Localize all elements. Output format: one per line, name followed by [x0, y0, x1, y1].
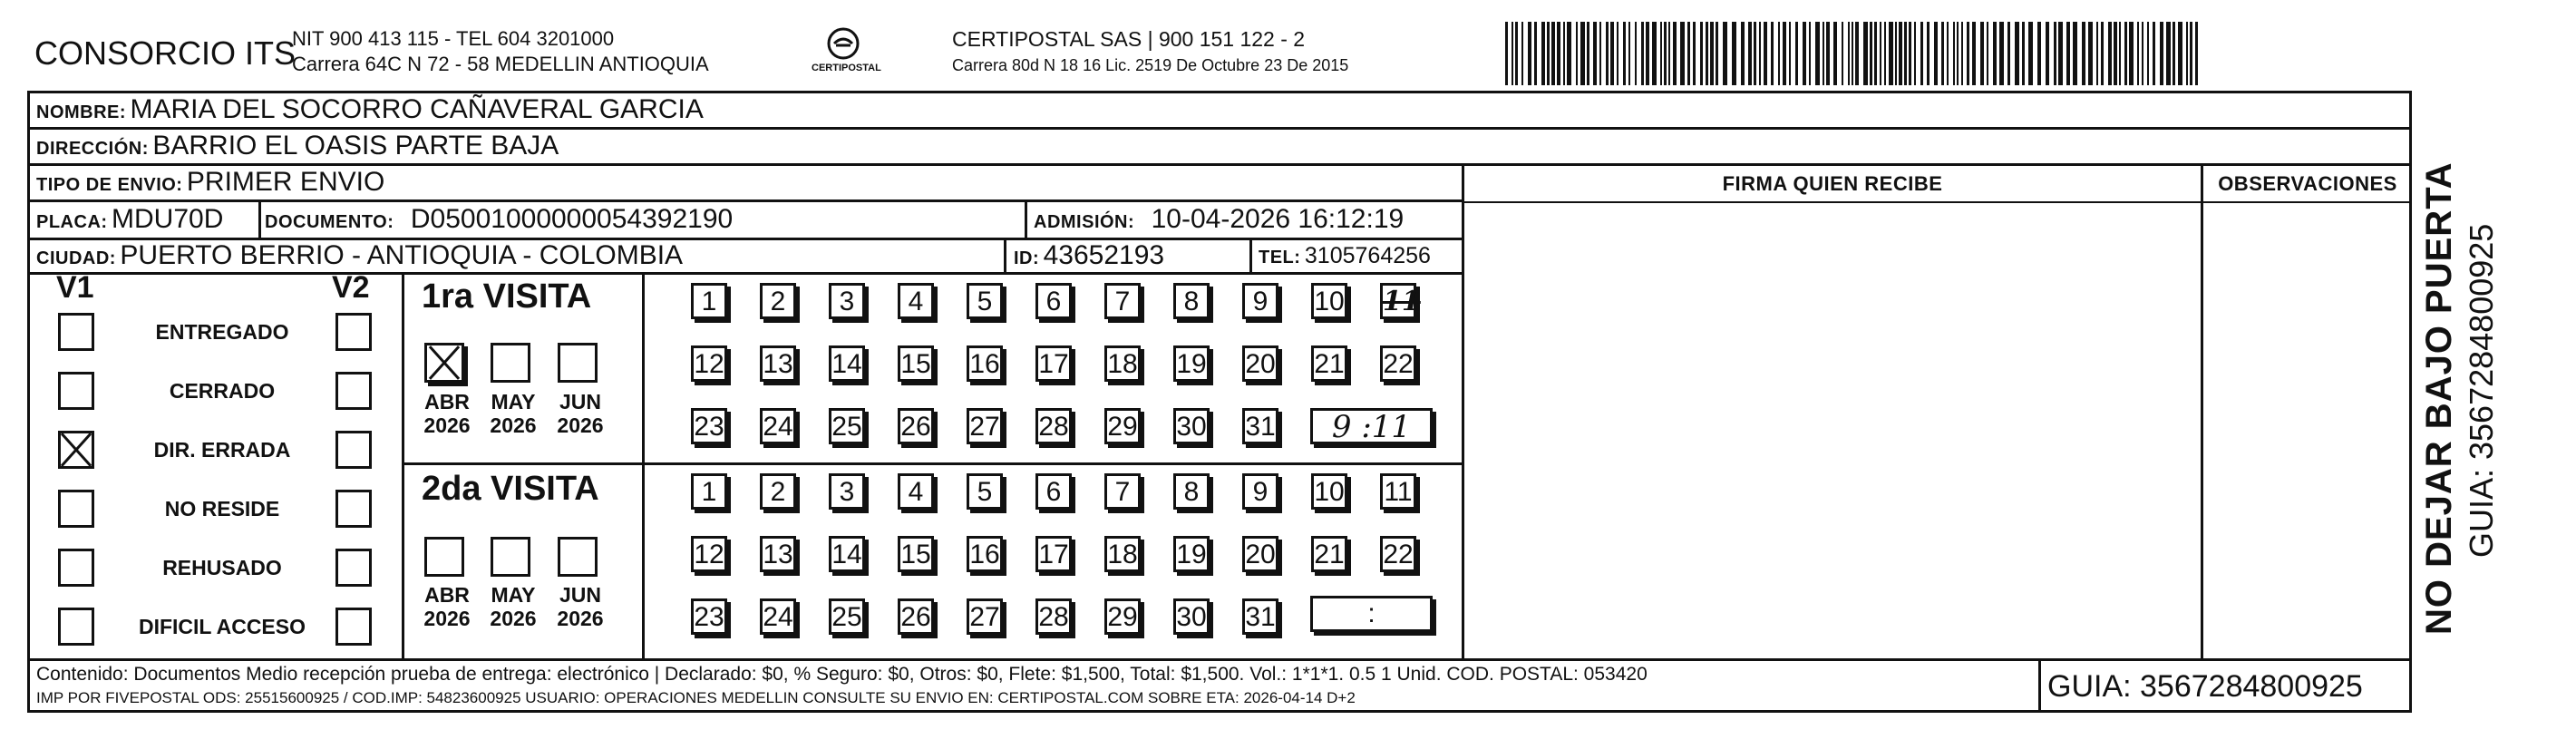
month-year: 2026 — [490, 413, 537, 437]
barcode-bar — [1874, 22, 1877, 85]
first-visit-day-box[interactable]: 1 — [691, 283, 727, 319]
barcode-bar — [1680, 22, 1685, 85]
barcode-bar — [1557, 22, 1560, 85]
barcode-bar — [2088, 22, 2093, 85]
barcode-bar — [1803, 22, 1806, 85]
barcode-bar — [1880, 22, 1881, 85]
second-visit-day-box[interactable]: 19 — [1173, 536, 1210, 572]
barcode-bar — [2147, 22, 2149, 85]
barcode-bar — [1567, 22, 1571, 85]
month-year: 2026 — [557, 413, 604, 437]
second-visit-day-box[interactable]: 29 — [1104, 598, 1141, 635]
barcode-bar — [2178, 22, 2182, 85]
barcode-bar — [2066, 22, 2070, 85]
barcode-bar — [1920, 22, 1923, 85]
first-visit-day-box[interactable]: 29 — [1104, 408, 1141, 444]
barcode-bar — [1505, 22, 1508, 85]
visit-reason-label: DIR. ERRADA — [153, 438, 291, 462]
first-visit-month-checkbox[interactable] — [424, 343, 464, 383]
second-visit-day-box[interactable]: 5 — [967, 473, 1003, 510]
second-visit-day-box[interactable]: 6 — [1035, 473, 1072, 510]
barcode-bar — [2186, 22, 2188, 85]
second-visit-month-label — [420, 583, 474, 630]
first-visit-day-box[interactable]: 10 — [1311, 283, 1347, 319]
barcode-bar — [1967, 22, 1969, 85]
barcode-bar — [1515, 22, 1518, 85]
courier-license: Carrera 80d N 18 16 Lic. 2519 De Octubre 23 De 2015 — [952, 56, 1349, 74]
barcode-bar — [1687, 22, 1690, 85]
barcode-bar — [1826, 22, 1830, 85]
company-address: Carrera 64C N 72 - 58 MEDELLIN ANTIOQUIA — [292, 53, 709, 75]
barcode-bar — [1673, 22, 1677, 85]
barcode-bar — [2007, 22, 2010, 85]
second-visit-title: 2da VISITA — [422, 470, 599, 508]
first-visit-day-box[interactable]: 3 — [829, 283, 865, 319]
admision-label: ADMISIÓN: — [1034, 212, 1135, 232]
barcode-bar — [2073, 22, 2077, 85]
first-visit-month-label — [486, 390, 540, 437]
barcode-bar — [2114, 22, 2117, 85]
v2-checkbox[interactable] — [335, 431, 372, 469]
v1-checkbox[interactable] — [58, 490, 94, 528]
month-year: 2026 — [490, 607, 537, 630]
barcode-bar — [2160, 22, 2163, 85]
placa-label: PLACA: — [36, 212, 108, 232]
first-visit-day-box[interactable]: 14 — [829, 345, 865, 382]
contenido-line: Contenido: Documentos Medio recepción prueba de entrega: electrónico | Declarado: $0, % Seguro: $0, Otros: $0, Flete: $1,500, Total: $1,500. Vol.: 1*1*1. 0.5 1 Unid. COD. POSTAL: 053420 — [36, 664, 1648, 685]
barcode-bar — [1848, 22, 1850, 85]
barcode-bar — [1980, 22, 1984, 85]
barcode-bar — [1635, 22, 1637, 85]
direccion-label: DIRECCIÓN: — [36, 139, 149, 159]
barcode-bar — [1759, 22, 1761, 85]
barcode-bar — [1870, 22, 1872, 85]
barcode-bar — [2022, 22, 2025, 85]
second-visit-day-box[interactable]: 31 — [1242, 598, 1278, 635]
tel-value: 3105764256 — [1304, 243, 1431, 268]
barcode-bar — [1833, 22, 1837, 85]
v1-checkbox[interactable] — [58, 431, 94, 469]
second-visit-day-box[interactable]: 20 — [1242, 536, 1278, 572]
certipostal-logo — [812, 25, 881, 76]
first-visit-day-box[interactable]: 2 — [760, 283, 796, 319]
barcode-bar — [1741, 22, 1745, 85]
v2-checkbox[interactable] — [335, 490, 372, 528]
barcode-bar — [2173, 22, 2175, 85]
month-name: ABR — [424, 583, 470, 607]
barcode-bar — [2101, 22, 2104, 85]
visit-reason-label: REHUSADO — [162, 556, 282, 579]
month-year: 2026 — [423, 413, 471, 437]
first-visit-day-box[interactable]: 24 — [760, 408, 796, 444]
first-visit-day-box[interactable]: 30 — [1173, 408, 1210, 444]
second-visit-day-box[interactable]: 15 — [898, 536, 934, 572]
nombre-label: NOMBRE: — [36, 102, 127, 122]
month-name: ABR — [424, 390, 470, 413]
barcode-bar — [1641, 22, 1644, 85]
v1-label: V1 — [56, 270, 94, 305]
ciudad-value: PUERTO BERRIO - ANTIOQUIA - COLOMBIA — [120, 240, 684, 270]
barcode-bar — [1884, 22, 1886, 85]
first-visit-time-value: 9 :11 — [1331, 409, 1412, 445]
first-visit-day-box[interactable]: 16 — [967, 345, 1003, 382]
second-visit-day-box[interactable]: 13 — [760, 536, 796, 572]
company-nit: NIT 900 413 115 - TEL 604 3201000 — [292, 27, 615, 50]
nombre-row — [36, 94, 704, 125]
v1-checkbox[interactable] — [58, 608, 94, 646]
second-visit-day-box[interactable]: 26 — [898, 598, 934, 635]
id-value: 43652193 — [1043, 240, 1165, 270]
barcode-bar — [1628, 22, 1630, 85]
barcode-bar — [2015, 22, 2019, 85]
first-visit-day-box[interactable]: 8 — [1173, 283, 1210, 319]
month-name: MAY — [491, 390, 536, 413]
direccion-value: BARRIO EL OASIS PARTE BAJA — [152, 131, 559, 160]
documento-label: DOCUMENTO: — [265, 212, 394, 232]
v2-checkbox[interactable] — [335, 372, 372, 410]
certipostal-logo-text: CERTIPOSTAL — [812, 63, 881, 73]
barcode-bar — [2124, 22, 2127, 85]
barcode-bar — [1764, 22, 1767, 85]
firma-header: FIRMA QUIEN RECIBE — [1722, 172, 1943, 195]
barcode-bar — [1783, 22, 1786, 85]
v2-label: V2 — [332, 270, 370, 305]
second-visit-day-box[interactable]: 3 — [829, 473, 865, 510]
second-visit-day-box[interactable]: 1 — [691, 473, 727, 510]
barcode-bar — [1987, 22, 1988, 85]
first-visit-day-box[interactable]: 23 — [691, 408, 727, 444]
barcode-bar — [2190, 22, 2192, 85]
barcode-bar — [1646, 22, 1649, 85]
documento-value: D05001000000054392190 — [410, 204, 734, 234]
first-visit-month-checkbox[interactable] — [491, 343, 530, 383]
first-visit-day-box[interactable]: 4 — [898, 283, 934, 319]
barcode-bar — [1909, 22, 1911, 85]
barcode-bar — [1512, 22, 1513, 85]
barcode-bar — [1706, 22, 1708, 85]
tel-label: TEL: — [1259, 248, 1301, 268]
first-visit-day-box[interactable]: 25 — [829, 408, 865, 444]
barcode — [1505, 22, 2203, 85]
barcode-bar — [1993, 22, 1997, 85]
barcode-bar — [1606, 22, 1609, 85]
second-visit-day-box[interactable]: 22 — [1380, 536, 1416, 572]
first-visit-day-box[interactable]: 11 — [1380, 283, 1416, 319]
visit-reason-label: DIFICIL ACCESO — [138, 615, 306, 638]
second-visit-day-box[interactable]: 7 — [1104, 473, 1141, 510]
v1-checkbox[interactable] — [58, 313, 94, 351]
first-visit-month-label — [553, 390, 608, 437]
barcode-bar — [1953, 22, 1955, 85]
visit-reason-label: ENTREGADO — [155, 320, 289, 344]
second-visit-time-value: : — [1367, 598, 1375, 628]
barcode-bar — [2129, 22, 2134, 85]
barcode-bar — [1693, 22, 1696, 85]
v1-checkbox[interactable] — [58, 549, 94, 587]
barcode-bar — [1610, 22, 1614, 85]
admision-cell — [1034, 204, 1404, 235]
id-cell — [1014, 240, 1164, 271]
barcode-bar — [1521, 22, 1523, 85]
ciudad-cell — [36, 240, 683, 271]
barcode-bar — [1623, 22, 1626, 85]
barcode-bar — [1664, 22, 1667, 85]
first-visit-day-box[interactable]: 7 — [1104, 283, 1141, 319]
tipo-envio-value: PRIMER ENVIO — [186, 167, 385, 197]
barcode-bar — [2082, 22, 2085, 85]
month-year: 2026 — [557, 607, 604, 630]
side-guia: GUIA: 3567284800925 — [2463, 223, 2500, 558]
first-visit-day-box[interactable]: 27 — [967, 408, 1003, 444]
barcode-bar — [1941, 22, 1944, 85]
placa-value: MDU70D — [112, 204, 224, 234]
second-visit-month-checkbox[interactable] — [424, 537, 464, 577]
second-visit-day-box[interactable]: 10 — [1311, 473, 1347, 510]
second-visit-day-box[interactable]: 2 — [760, 473, 796, 510]
v1-checkbox[interactable] — [58, 372, 94, 410]
barcode-bar — [2153, 22, 2155, 85]
barcode-bar — [1927, 22, 1930, 85]
placa-cell — [36, 204, 223, 235]
barcode-bar — [1852, 22, 1853, 85]
barcode-bar — [2142, 22, 2143, 85]
barcode-bar — [1551, 22, 1555, 85]
barcode-bar — [1889, 22, 1893, 85]
first-visit-day-box[interactable]: 19 — [1173, 345, 1210, 382]
barcode-bar — [1660, 22, 1662, 85]
month-name: MAY — [491, 583, 536, 607]
barcode-bar — [1528, 22, 1531, 85]
first-visit-day-box[interactable]: 9 — [1242, 283, 1278, 319]
barcode-bar — [1580, 22, 1585, 85]
barcode-bar — [1547, 22, 1550, 85]
ciudad-label: CIUDAD: — [36, 248, 116, 268]
barcode-bar — [2054, 22, 2056, 85]
barcode-bar — [1815, 22, 1820, 85]
direccion-row — [36, 131, 559, 161]
barcode-bar — [1593, 22, 1597, 85]
barcode-bar — [2108, 22, 2112, 85]
first-visit-day-box[interactable]: 12 — [691, 345, 727, 382]
barcode-bar — [2028, 22, 2033, 85]
visit-reason-label: CERRADO — [169, 379, 276, 403]
second-visit-day-box[interactable]: 16 — [967, 536, 1003, 572]
barcode-bar — [2096, 22, 2098, 85]
first-visit-day-box[interactable]: 13 — [760, 345, 796, 382]
first-visit-month-checkbox[interactable] — [558, 343, 598, 383]
barcode-bar — [1899, 22, 1902, 85]
first-visit-time[interactable] — [1310, 408, 1433, 444]
barcode-bar — [1748, 22, 1752, 85]
barcode-bar — [1842, 22, 1843, 85]
month-name: JUN — [559, 583, 601, 607]
second-visit-month-checkbox[interactable] — [491, 537, 530, 577]
barcode-bar — [1895, 22, 1897, 85]
barcode-bar — [1587, 22, 1589, 85]
barcode-bar — [1652, 22, 1657, 85]
first-visit-month-label — [420, 390, 474, 437]
barcode-bar — [1754, 22, 1756, 85]
observaciones-header: OBSERVACIONES — [2218, 172, 2397, 195]
barcode-bar — [1789, 22, 1791, 85]
barcode-bar — [1617, 22, 1619, 85]
second-visit-day-box[interactable]: 28 — [1035, 598, 1072, 635]
barcode-bar — [2037, 22, 2041, 85]
second-visit-day-box[interactable]: 27 — [967, 598, 1003, 635]
barcode-bar — [1541, 22, 1545, 85]
second-visit-month-checkbox[interactable] — [558, 537, 598, 577]
tipo-envio-row — [36, 167, 384, 198]
visit-reason-label: NO RESIDE — [164, 497, 280, 520]
v2-checkbox[interactable] — [335, 549, 372, 587]
first-visit-day-box[interactable]: 5 — [967, 283, 1003, 319]
documento-cell — [265, 204, 733, 235]
barcode-bar — [1863, 22, 1868, 85]
footer-guia: GUIA: 3567284800925 — [2047, 669, 2363, 704]
barcode-bar — [1771, 22, 1774, 85]
first-visit-day-box[interactable]: 26 — [898, 408, 934, 444]
second-visit-day-box[interactable]: 11 — [1380, 473, 1416, 510]
courier-info: CERTIPOSTAL SAS | 900 151 122 - 2 — [952, 27, 1306, 51]
first-visit-day-box[interactable]: 18 — [1104, 345, 1141, 382]
second-visit-day-box[interactable]: 4 — [898, 473, 934, 510]
month-name: JUN — [559, 390, 601, 413]
barcode-bar — [1972, 22, 1976, 85]
barcode-bar — [1710, 22, 1714, 85]
barcode-bar — [1855, 22, 1859, 85]
v2-checkbox[interactable] — [335, 313, 372, 351]
second-visit-day-box[interactable]: 8 — [1173, 473, 1210, 510]
second-visit-day-box[interactable]: 17 — [1035, 536, 1072, 572]
second-visit-day-box[interactable]: 14 — [829, 536, 865, 572]
barcode-bar — [1823, 22, 1824, 85]
barcode-bar — [1700, 22, 1703, 85]
barcode-bar — [1999, 22, 2004, 85]
month-year: 2026 — [423, 607, 471, 630]
second-visit-day-box[interactable]: 21 — [1311, 536, 1347, 572]
second-visit-month-label — [486, 583, 540, 630]
barcode-bar — [1576, 22, 1578, 85]
first-visit-day-box[interactable]: 17 — [1035, 345, 1072, 382]
barcode-bar — [2195, 22, 2198, 85]
second-visit-day-box[interactable]: 9 — [1242, 473, 1278, 510]
first-visit-day-box[interactable]: 15 — [898, 345, 934, 382]
barcode-bar — [1957, 22, 1959, 85]
impresion-line: IMP POR FIVEPOSTAL ODS: 25515600925 / COD.IMP: 54823600925 USUARIO: OPERACIONES MEDELLIN CONSULTE SU ENVIO EN: CERTIPOSTAL.COM SOBRE ETA: 2026-04-14 D+2 — [36, 689, 1356, 706]
barcode-bar — [1904, 22, 1907, 85]
first-visit-day-box[interactable]: 21 — [1311, 345, 1347, 382]
side-warning: NO DEJAR BAJO PUERTA — [2419, 161, 2459, 635]
v2-checkbox[interactable] — [335, 608, 372, 646]
second-visit-day-box[interactable]: 12 — [691, 536, 727, 572]
tel-cell — [1259, 243, 1431, 269]
certipostal-logo-icon — [825, 25, 861, 62]
barcode-bar — [1778, 22, 1780, 85]
barcode-bar — [1947, 22, 1949, 85]
barcode-bar — [1809, 22, 1811, 85]
barcode-bar — [2119, 22, 2121, 85]
first-visit-day-box[interactable]: 20 — [1242, 345, 1278, 382]
barcode-bar — [2046, 22, 2049, 85]
admision-value: 10-04-2026 16:12:19 — [1151, 204, 1405, 234]
second-visit-day-box[interactable]: 18 — [1104, 536, 1141, 572]
barcode-bar — [1914, 22, 1916, 85]
second-visit-month-label — [553, 583, 608, 630]
barcode-bar — [2137, 22, 2139, 85]
barcode-bar — [1723, 22, 1727, 85]
second-visit-day-box[interactable]: 23 — [691, 598, 727, 635]
barcode-bar — [1934, 22, 1938, 85]
barcode-bar — [1563, 22, 1565, 85]
company-name: CONSORCIO ITS — [34, 34, 296, 72]
barcode-bar — [2166, 22, 2171, 85]
first-visit-day-box[interactable]: 31 — [1242, 408, 1278, 444]
barcode-bar — [1668, 22, 1670, 85]
barcode-bar — [1716, 22, 1718, 85]
first-visit-title: 1ra VISITA — [422, 277, 592, 316]
first-visit-day-box[interactable]: 6 — [1035, 283, 1072, 319]
barcode-bar — [1795, 22, 1798, 85]
tipo-envio-label: TIPO DE ENVIO: — [36, 175, 183, 195]
barcode-bar — [1534, 22, 1537, 85]
first-visit-day-box[interactable]: 28 — [1035, 408, 1072, 444]
barcode-bar — [1732, 22, 1736, 85]
second-visit-day-box[interactable]: 25 — [829, 598, 865, 635]
barcode-bar — [2058, 22, 2063, 85]
second-visit-day-box[interactable]: 30 — [1173, 598, 1210, 635]
barcode-bar — [1599, 22, 1601, 85]
second-visit-time[interactable] — [1310, 596, 1433, 632]
nombre-value: MARIA DEL SOCORRO CAÑAVERAL GARCIA — [130, 94, 704, 124]
barcode-bar — [1961, 22, 1963, 85]
id-label: ID: — [1014, 248, 1040, 268]
first-visit-day-box[interactable]: 22 — [1380, 345, 1416, 382]
second-visit-day-box[interactable]: 24 — [760, 598, 796, 635]
